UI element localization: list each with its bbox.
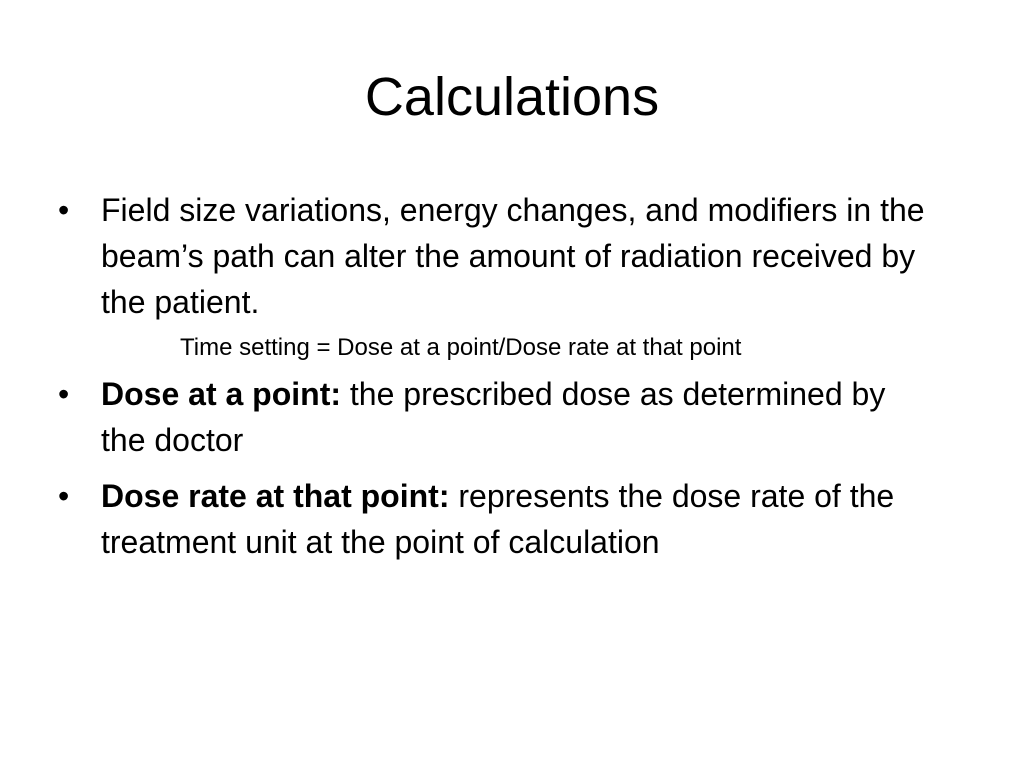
bullet-item-dose-at-point bbox=[56, 371, 936, 463]
bullet-icon: • bbox=[58, 478, 70, 514]
bullet-icon: • bbox=[58, 376, 70, 412]
time-setting-formula: Time setting = Dose at a point/Dose rate at that point bbox=[180, 334, 742, 361]
bullet-text: represents the dose rate of the treatment unit at the point of calculation bbox=[101, 478, 895, 560]
bullet-item-field-size bbox=[56, 187, 936, 325]
slide-title: Calculations bbox=[364, 67, 660, 127]
bullet-text: the prescribed dose as determined by the doctor bbox=[101, 376, 886, 458]
bullet-term: Dose rate at that point: bbox=[101, 478, 450, 514]
bullet-icon: • bbox=[58, 192, 70, 228]
slide-content bbox=[56, 187, 936, 565]
bullet-item-dose-rate bbox=[56, 473, 936, 565]
bullet-term: Dose at a point: bbox=[101, 376, 342, 412]
bullet-text: Field size variations, energy changes, and modifiers in the beam’s path can alter the amount of radiation received by the patient. bbox=[101, 192, 925, 320]
